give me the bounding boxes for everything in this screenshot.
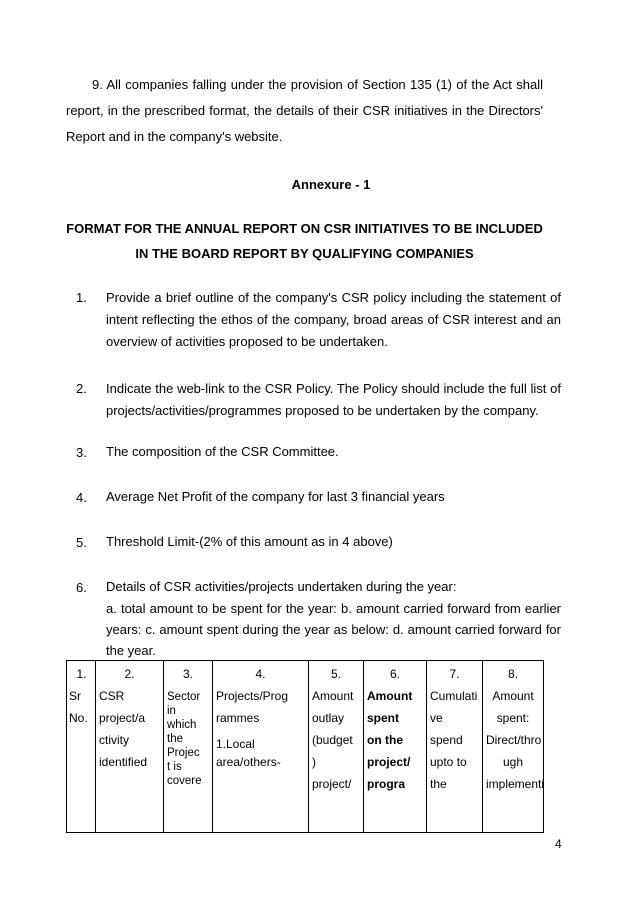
item-text: Details of CSR activities/projects undertaken during the year: xyxy=(106,579,457,594)
item-text: Threshold Limit-(2% of this amount as in 4 above) xyxy=(106,534,393,549)
header-line: ) xyxy=(312,755,316,769)
csr-activities-table xyxy=(66,660,544,833)
header-cell-direct xyxy=(483,661,544,833)
header-line: t is xyxy=(167,761,182,773)
item-number: 3. xyxy=(76,445,87,460)
header-line: outlay xyxy=(312,711,345,725)
header-line: in xyxy=(167,705,176,717)
intro-paragraph: 9. All companies falling under the provision of Section 135 (1) of the Act shall report, in the prescribed format, the details of their CSR initiatives in the Directors' Report and in the company's website. xyxy=(66,77,543,144)
header-cell-amount-spent xyxy=(364,661,427,833)
header-line: Direct/thro xyxy=(486,733,542,747)
header-line: covere xyxy=(167,775,202,787)
header-line: 1.Local xyxy=(216,737,255,751)
header-line: upto to xyxy=(430,755,467,769)
header-line: ugh xyxy=(502,755,524,769)
annexure-heading-line2: IN THE BOARD REPORT BY QUALIFYING COMPANIES xyxy=(135,246,474,261)
header-line: No. xyxy=(69,711,88,725)
table-header-row xyxy=(67,661,544,833)
header-number: 6. xyxy=(389,667,400,681)
header-line: spend xyxy=(430,733,463,747)
header-number: 2. xyxy=(124,667,135,681)
item-number: 6. xyxy=(76,580,87,595)
item-text: Average Net Profit of the company for last 3 financial years xyxy=(106,489,445,504)
header-line: Amount xyxy=(492,689,534,703)
header-line: Projects/Prog xyxy=(216,689,289,703)
header-number: 4. xyxy=(255,667,266,681)
header-line: spent: xyxy=(496,711,530,725)
header-line: on the xyxy=(367,733,403,747)
item-text: Provide a brief outline of the company's CSR policy including the statement of intent reflecting the ethos of the company, broad areas of CSR interest and an overview of activities proposed to be undertaken. xyxy=(106,290,561,349)
header-line: project/a xyxy=(99,711,146,725)
header-cell-sector xyxy=(164,661,213,833)
annexure-heading-line1: FORMAT FOR THE ANNUAL REPORT ON CSR INITIATIVES TO BE INCLUDED xyxy=(66,221,543,236)
header-cell-sr-no xyxy=(67,661,96,833)
header-line: spent xyxy=(367,711,400,725)
header-line: Amount xyxy=(367,689,413,703)
header-cell-outlay xyxy=(309,661,364,833)
header-line: CSR xyxy=(99,689,125,703)
item-text: Indicate the web-link to the CSR Policy. The Policy should include the full list of projects/activities/programmes proposed to be undertaken by the company. xyxy=(106,381,561,418)
header-line: (budget xyxy=(312,733,353,747)
header-line: project/ xyxy=(367,755,411,769)
header-line: Amount xyxy=(312,689,354,703)
item-number: 1. xyxy=(76,290,87,305)
header-cell-cumulative xyxy=(427,661,483,833)
header-line: identified xyxy=(99,755,148,769)
header-line: area/others- xyxy=(216,755,281,769)
header-number: 3. xyxy=(182,667,193,681)
header-line: progra xyxy=(367,777,406,791)
header-number: 1. xyxy=(76,667,87,681)
item6-subtext: a. total amount to be spent for the year: b. amount carried forward from earlier years: c. amount spent during the year as below: d. amount carried forward for the year. xyxy=(106,601,561,658)
header-number: 5. xyxy=(330,667,341,681)
header-line: ctivity xyxy=(99,733,129,747)
header-line: the xyxy=(167,733,183,745)
header-line: implementi xyxy=(486,777,545,791)
header-cell-project xyxy=(96,661,164,833)
item-number: 4. xyxy=(76,490,87,505)
item-number: 2. xyxy=(76,381,87,396)
header-line: Projec xyxy=(167,747,200,759)
header-number: 7. xyxy=(449,667,460,681)
item-text: The composition of the CSR Committee. xyxy=(106,444,339,459)
header-line: Sector xyxy=(167,691,201,703)
header-line: which xyxy=(167,719,197,731)
item-number: 5. xyxy=(76,535,87,550)
header-line: rammes xyxy=(216,711,260,725)
header-line: Sr xyxy=(69,689,81,703)
header-cell-programmes xyxy=(213,661,309,833)
header-number: 8. xyxy=(507,667,518,681)
header-line: project/ xyxy=(312,777,352,791)
header-line: ve xyxy=(430,711,443,725)
annexure-title: Annexure - 1 xyxy=(291,177,371,192)
page-number: 4 xyxy=(555,837,562,851)
header-line: Cumulati xyxy=(430,689,478,703)
header-line: the xyxy=(430,777,447,791)
